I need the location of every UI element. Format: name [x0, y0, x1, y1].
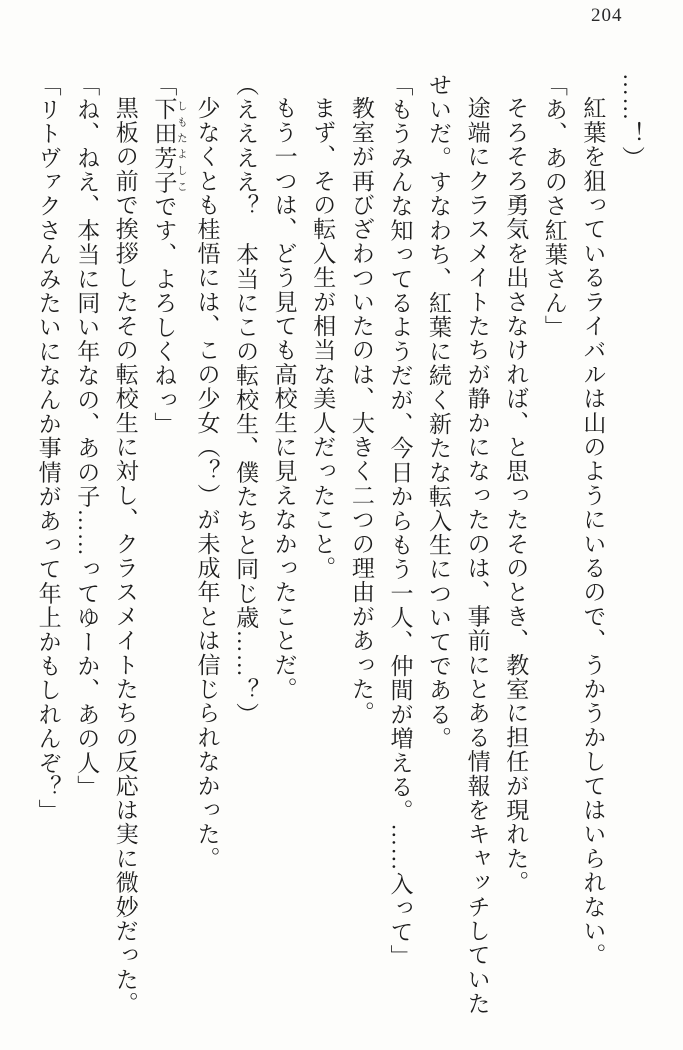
paragraph: 「ね、ねえ、本当に同い年なの、あの子……ってゆーか、あの人」: [74, 73, 100, 799]
paragraph: 途端にクラスメイトたちが静かになったのは、事前にとある情報をキャッチしていたせいだ。すなわち、紅葉に続く新たな転入生についてである。: [426, 73, 490, 1016]
paragraph: （ええええ？ 本当にこの転校生、僕たちと同じ歳……？）: [233, 73, 259, 727]
paragraph: もう一つは、どう見ても高校生に見えなかったことだ。: [271, 96, 297, 701]
paragraph: まず、その転入生が相当な美人だったこと。: [310, 96, 336, 580]
paragraph-with-furigana: 「下田 しもた芳子 よしこです、よろしくねっ」: [151, 73, 187, 437]
paragraph: 少なくとも桂悟には、この少女（？）が未成年とは信じられなかった。: [194, 96, 220, 871]
text-block: [28, 73, 650, 1017]
paragraph: 「あ、あのさ紅葉さん」: [541, 73, 567, 340]
paragraph: ……！）: [619, 73, 644, 170]
paragraph: 教室が再びざわついたのは、大きく二つの理由があった。: [348, 96, 374, 726]
paragraph: そろそろ勇気を出さなければ、と思ったそのとき、教室に担任が現れた。: [503, 96, 529, 895]
paragraph: 黒板の前で挨拶したその転校生に対し、クラスメイトたちの反応は実に微妙だった。: [112, 96, 138, 1016]
paragraph: 「リトヴァクさんみたいになんか事情があって年上かもしれんぞ？」: [35, 73, 61, 824]
page-number: 204: [591, 5, 623, 26]
paragraph: 紅葉を狙っているライバルは山のようにいるので、うかうかしてはいられない。: [580, 96, 606, 968]
paragraph: 「もうみんな知ってるようだが、今日からもう一人、仲間が増える。……入って」: [387, 73, 413, 969]
